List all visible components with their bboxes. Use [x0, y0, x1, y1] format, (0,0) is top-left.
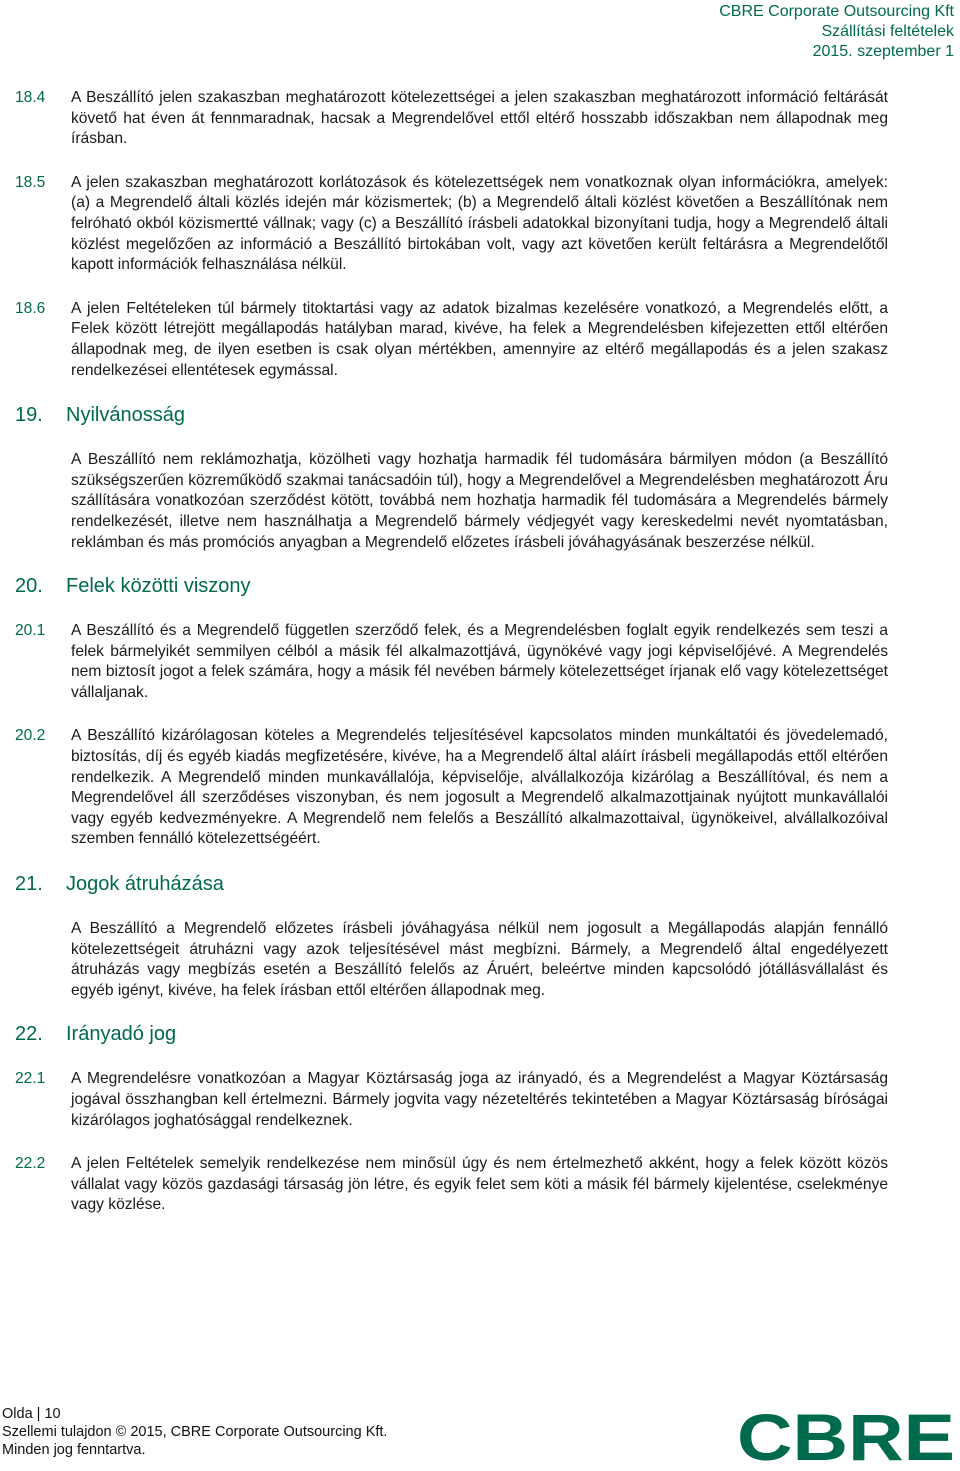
clause-18-4	[15, 88, 888, 150]
paragraph: A Beszállító nem reklámozhatja, közölheti vagy hozhatja harmadik fél tudomására bármilyen módon (a Beszállító szükségszerűen közreműködő szakmai tanácsadóin túl), hogy a Megrendelővel a Megrendelésben meghatározott Áru szállítására vonatkozóan szerződést kötött, továbbá nem hozhatja harmadik fél tudomására a Megrendelés bármely rendelkezését, illetve nem használhatja a Megrendelő bármely védjegyét vagy kereskedelmi nevét nyomtatásban, reklámban és más promóciós anyagban a Megrendelő előzetes írásbeli jóváhagyásának beszerzése nélkül.	[71, 451, 888, 551]
clause-20-1	[15, 621, 888, 703]
section-number: 22.	[15, 1023, 43, 1046]
clause-number: 18.5	[15, 173, 46, 191]
section-number: 19.	[15, 404, 43, 427]
header-date: 2015. szeptember 1	[812, 43, 954, 60]
clause-22-1	[15, 1069, 888, 1131]
clause-text: A Megrendelésre vonatkozóan a Magyar Köztársaság joga az irányadó, és a Megrendelést a Magyar Köztársaság jogával összhangban kell értelmezni. Bármely jogvita vagy nézeteltérés tekintetében a Magyar Köztársaság bíróságai kizárólagos joghatósággal rendelkeznek.	[71, 1070, 888, 1129]
section-title: Irányadó jog	[66, 1023, 177, 1046]
header-doc-title: Szállítási feltételek	[821, 23, 954, 40]
clause-18-5	[15, 173, 888, 276]
section-title: Nyilvánosság	[66, 404, 185, 427]
section-heading-21	[15, 871, 888, 897]
section-number: 20.	[15, 575, 43, 598]
section-heading-22	[15, 1021, 888, 1047]
section-title: Felek közötti viszony	[66, 575, 251, 598]
section-number: 21.	[15, 873, 43, 896]
clause-text: A jelen szakaszban meghatározott korlátozások és kötelezettségek nem vonatkoznak olyan információkra, amelyek: (a) a Megrendelő általi közlés idején már közismertek; (b) a Megrendelő általi közlést követően a Beszállítónak nem felróható okból közismertté vállnak; vagy (c) a Beszállító írásbeli adatokkal bizonyítani tudja, hogy a Megrendelő általi közlést megelőzően az információ a Beszállító birtokában volt, vagy azt követően került feltárásra a Megrendelőtől kapott információk felhasználása nélkül.	[71, 173, 888, 274]
clause-22-2	[15, 1154, 888, 1216]
paragraph: A Beszállító a Megrendelő előzetes írásbeli jóváhagyása nélkül nem jogosult a Megállapodás alapján fennálló kötelezettségeit átruházni vagy azok teljesítésével mást megbízni. Bármely, a Megrendelő által engedélyezett átruházás vagy megbízás esetén a Beszállító felelős az Áruért, beleértve minden kapcsolódó jótállásvállalást és egyéb igényt, kivéve, ha felek írásban ettől eltérően állapodnak meg.	[71, 920, 888, 999]
copyright-notice: Szellemi tulajdon © 2015, CBRE Corporate Outsourcing Kft.	[2, 1424, 388, 1440]
page-header	[719, 2, 954, 62]
clause-number: 18.6	[15, 299, 46, 317]
clause-18-6	[15, 299, 888, 381]
rights-notice: Minden jog fenntartva.	[2, 1442, 146, 1458]
page-number: Olda | 10	[2, 1406, 61, 1422]
clause-number: 20.1	[15, 622, 46, 640]
clause-text: A Beszállító jelen szakaszban meghatározott kötelezettségei a jelen szakaszban meghatározott információ feltárását követő hat éven át fennmaradnak, hacsak a Megrendelővel ettől eltérő hosszabb időszakban nem állapodnak meg írásban.	[71, 89, 888, 148]
clause-text: A Beszállító kizárólagosan köteles a Megrendelés teljesítésével kapcsolatos minden munkáltatói és jövedelemadó, biztosítás, díj és egyéb kiadás megfizetésére, kivéve, ha a Megrendelő által aláírt írásbeli megállapodás ettől eltérően rendelkezik. A Megrendelő minden munkavállalója, képviselője, alvállalkozója kizárólag a Beszállítóval, és nem a Megrendelővel áll szerződéses viszonyban, és nem jogosult a Megrendelő alkalmazottjainak nyújtott munkavállalói vagy egyéb kedvezményekre. A Megrendelő nem felelős a Beszállító alkalmazottaival, ügynökeivel, alvállalkozóival szemben fennálló kötelezettségéért.	[71, 727, 888, 848]
clause-number: 22.1	[15, 1070, 46, 1088]
clause-number: 18.4	[15, 89, 46, 106]
page-footer	[2, 1405, 387, 1459]
clause-text: A Beszállító és a Megrendelő független szerződő felek, és a Megrendelésben foglalt egyik rendelkezés sem teszi a felek bármelyikét semmilyen célból a másik fél alkalmazottjává, ügynökévé vagy jogi képviselőjévé. A Megrendelés nem biztosít jogot a felek számára, hogy a másik fél nevében bármely kötelezettséget írjanak elő vagy kötelezettséget vállaljanak.	[71, 622, 888, 701]
cbre-logo	[737, 1408, 955, 1469]
document-body	[15, 88, 888, 1239]
section-title: Jogok átruházása	[66, 873, 224, 896]
section-heading-20	[15, 573, 888, 599]
clause-text: A jelen Feltételeken túl bármely titoktartási vagy az adatok bizalmas kezelésére vonatkozó, a Megrendelés előtt, a Felek között létrejött megállapodás hatályban marad, kivéve, ha felek a Megrendelésben kifejezetten ettől eltérően állapodnak meg, de ilyen esetben is csak olyan mértékben, amennyire az eltérő megállapodás és a jelen szakasz rendelkezései ellentétesek egymással.	[71, 299, 888, 379]
clause-number: 22.2	[15, 1155, 46, 1173]
header-company: CBRE Corporate Outsourcing Kft	[719, 3, 954, 20]
clause-text: A jelen Feltételek semelyik rendelkezése nem minősül úgy és nem értelmezhető akként, hogy a felek között közös vállalat vagy közös gazdasági társaság jön létre, és egyik felet sem köti a másik fél bármely kijelentése, cselekménye vagy közlése.	[71, 1155, 888, 1214]
clause-number: 20.2	[15, 727, 46, 745]
clause-20-2	[15, 726, 888, 850]
section-heading-19	[15, 402, 888, 428]
logo-text: CBRE	[737, 1408, 955, 1464]
